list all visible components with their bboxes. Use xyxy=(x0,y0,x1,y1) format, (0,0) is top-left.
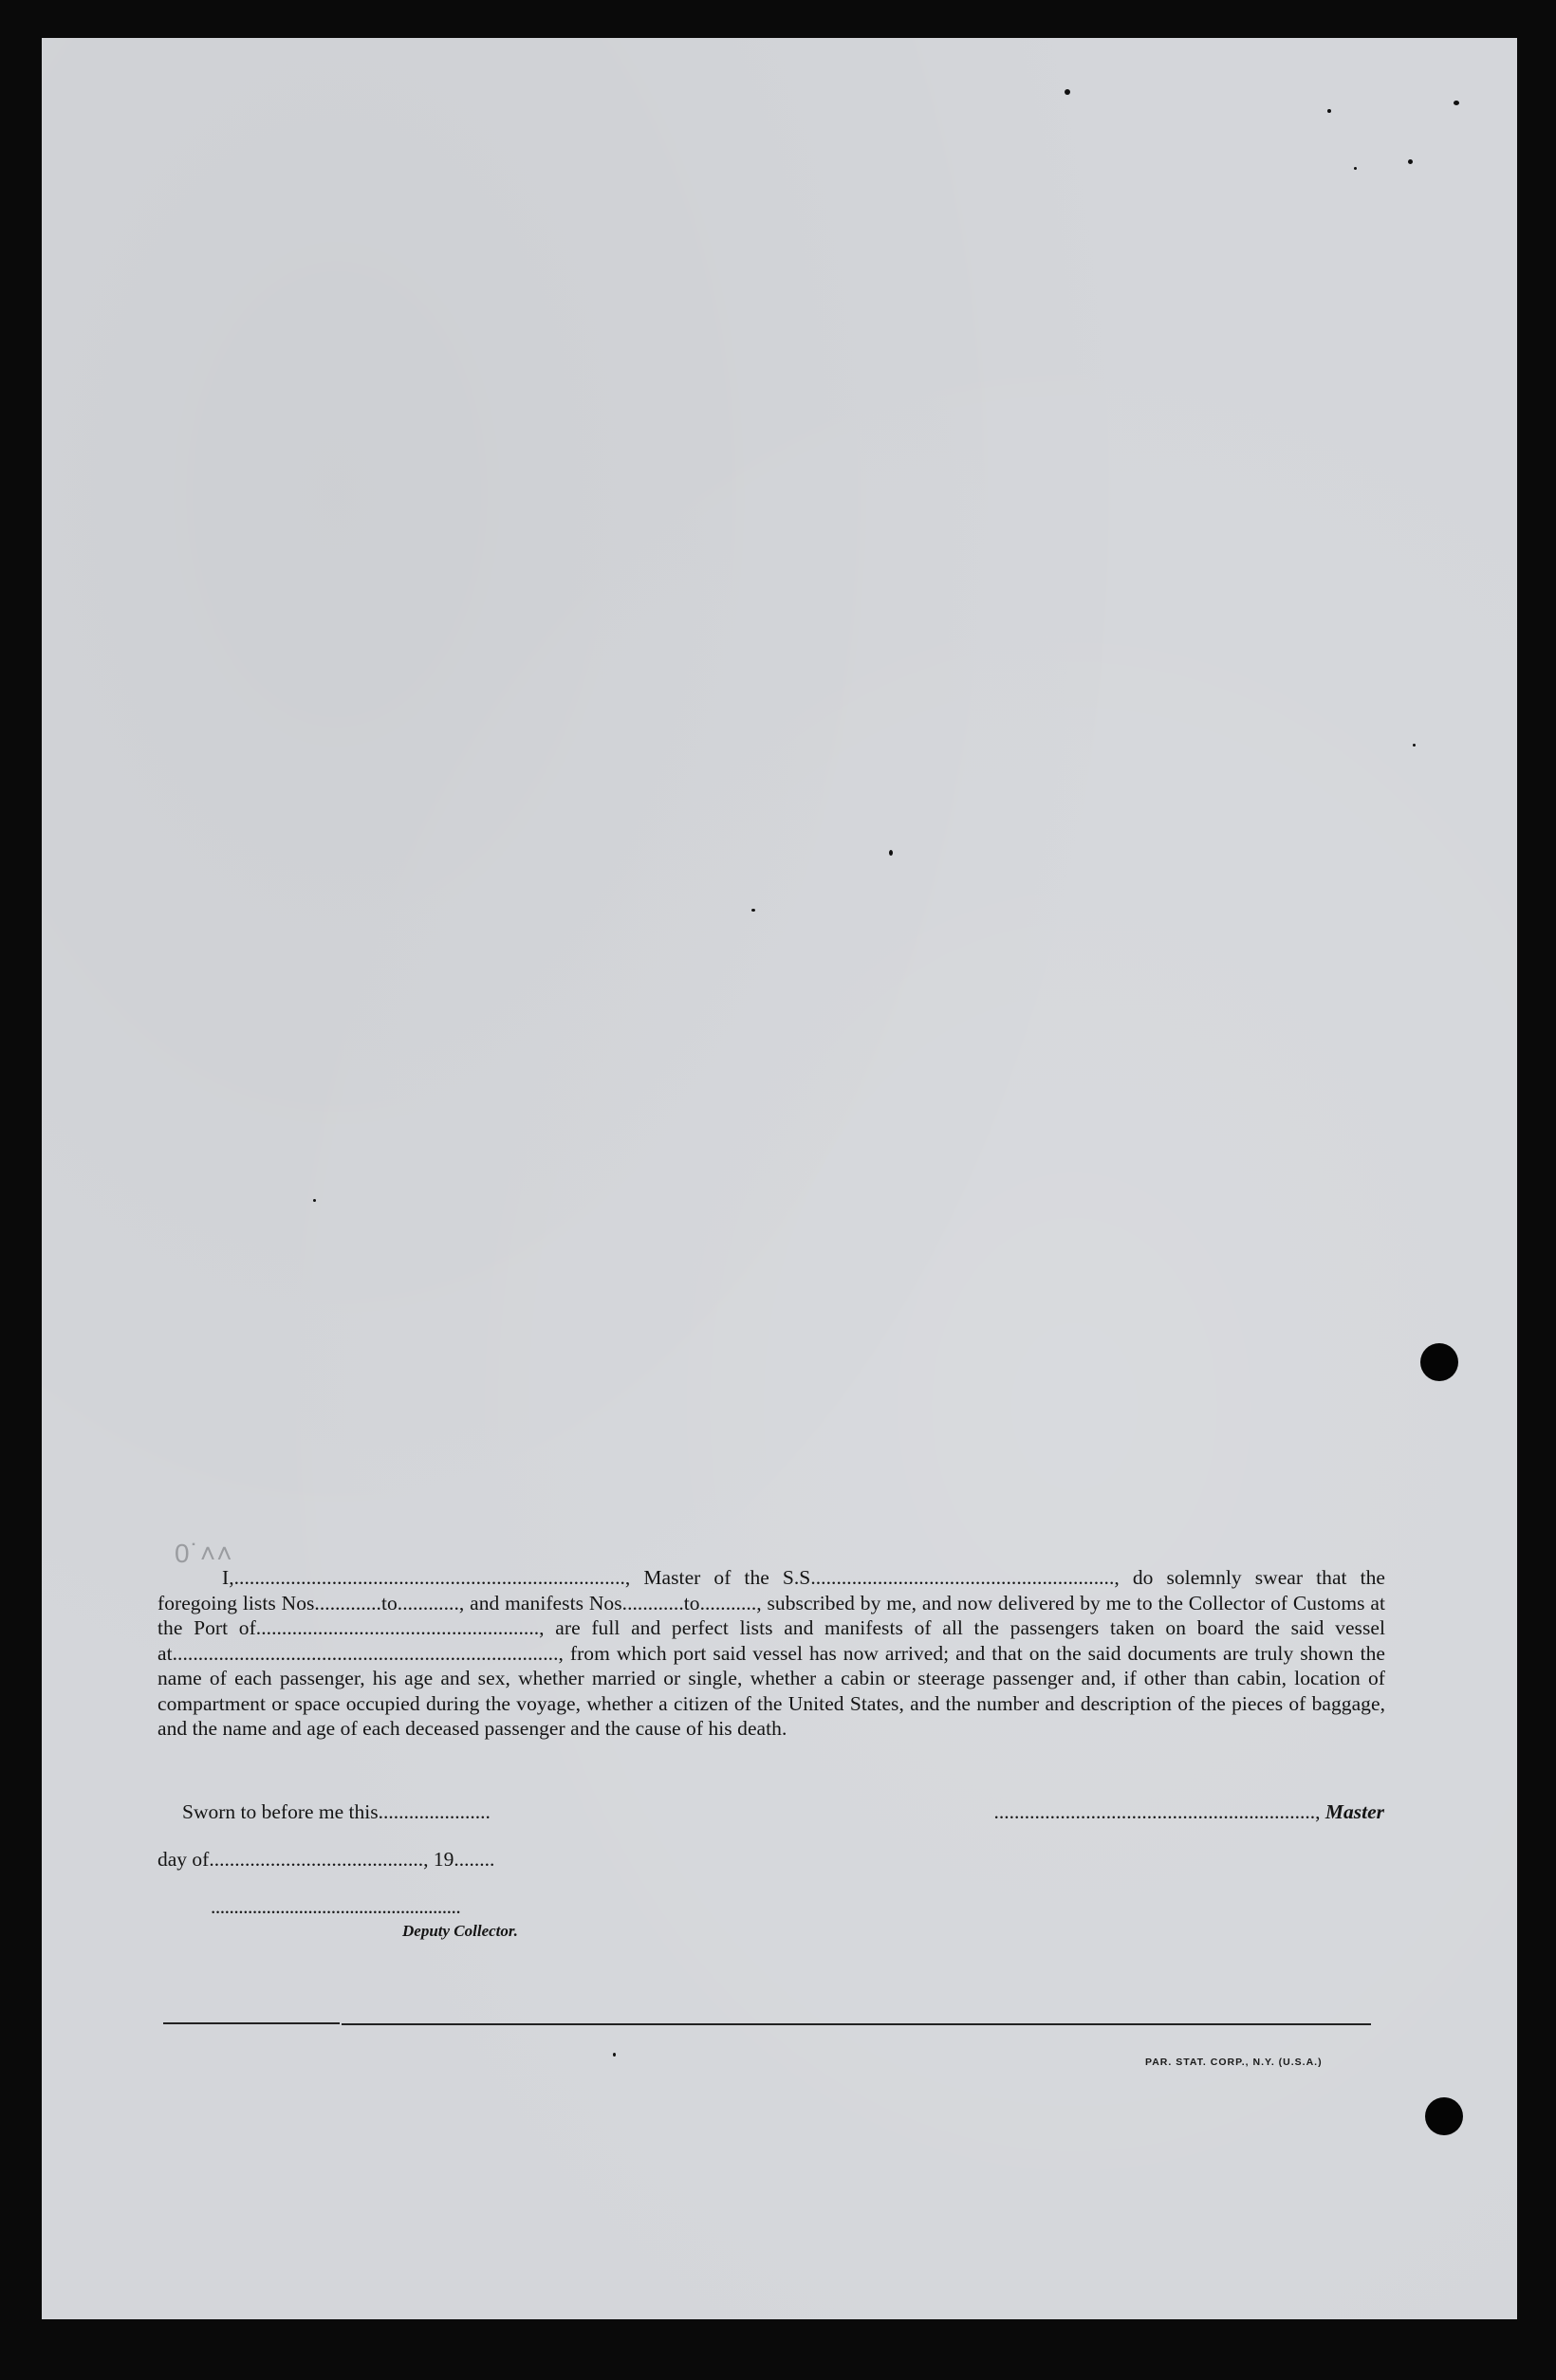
master-label: Master xyxy=(1324,1800,1384,1823)
dust-speck xyxy=(1327,109,1331,113)
dust-speck xyxy=(1065,89,1070,95)
sworn-before-line: Sworn to before me this...................... xyxy=(182,1800,491,1823)
master-signature-line xyxy=(994,1800,1385,1824)
oath-paragraph xyxy=(157,1565,1385,1742)
footer-rule-left xyxy=(163,2022,340,2024)
deputy-signature-dots: ...................................................... xyxy=(211,1895,461,1918)
punch-hole-upper xyxy=(1420,1343,1458,1381)
dust-speck xyxy=(1408,159,1413,164)
oath-text: I,............................................................................, Master of the S.S..........................................................., do solemnly swear that the foregoing lists Nos.............to............, and manifests Nos............to..........., subscribed by me, and now delivered by me to the Collector of Customs at the Port of......................................................., are full and perfect lists and manifests of all the passengers taken on board the said vessel at..........................................................................., from which port said vessel has now arrived; and that on the said documents are truly shown the name of each passenger, his age and sex, whether married or single, whether a cabin or steerage passenger and, if other than cabin, location of compartment or space occupied during the voyage, whether a citizen of the United States, and the number and description of the pieces of baggage, and the name and age of each deceased passenger and the cause of his death. xyxy=(157,1566,1385,1740)
dust-speck xyxy=(751,909,755,912)
dust-speck xyxy=(889,850,893,856)
dust-speck xyxy=(313,1199,316,1202)
document-sheet xyxy=(42,38,1517,2319)
punch-hole-lower xyxy=(1425,2097,1463,2135)
master-signature-dots: ..............................................................., xyxy=(993,1800,1321,1823)
date-line: day of.........................................., 19........ xyxy=(157,1848,495,1871)
dust-speck xyxy=(613,2053,616,2057)
dust-speck xyxy=(1354,167,1357,170)
dust-speck xyxy=(1413,744,1416,747)
dust-speck xyxy=(1454,101,1459,105)
footer-rule-right xyxy=(342,2023,1371,2025)
faint-stamp-mark: 0˙˄˄ xyxy=(175,1539,233,1568)
deputy-collector-label: Deputy Collector. xyxy=(402,1922,518,1940)
printer-credit: PAR. STAT. CORP., N.Y. (U.S.A.) xyxy=(1145,2057,1323,2068)
